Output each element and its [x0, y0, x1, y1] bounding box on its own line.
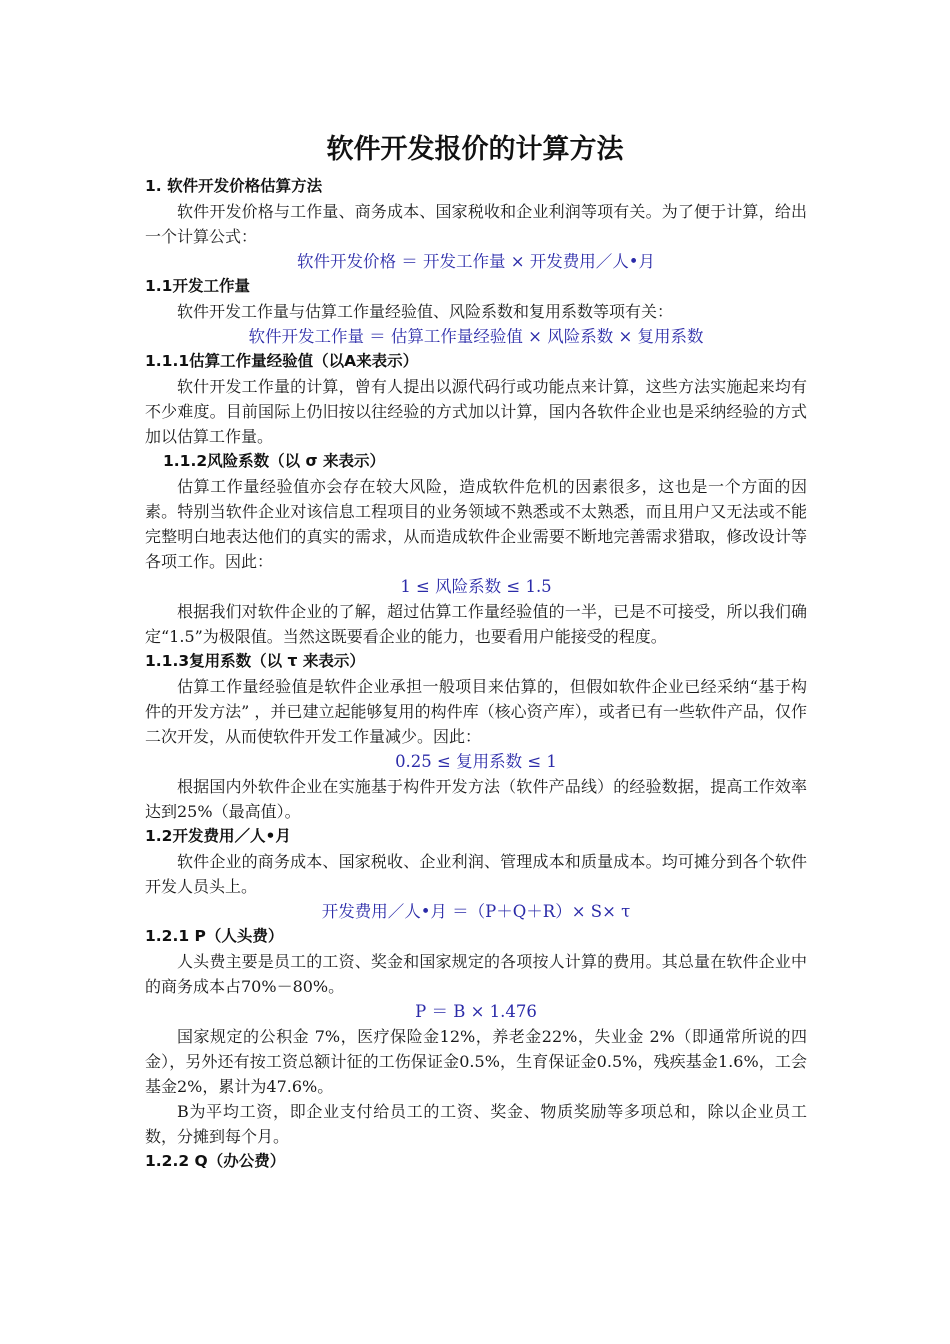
section-heading-1-1-2: 1.1.2风险系数（以 σ 来表示）	[163, 452, 385, 470]
section-heading-1-2-2: 1.2.2 Q（办公费）	[145, 1152, 286, 1170]
formula-cost: 开发费用／人•月 ＝（P＋Q＋R）× S× τ	[321, 902, 631, 921]
paragraph: 国家规定的公积金 7%，医疗保险金12%，养老金22%，失业金 2%（即通常所说的四金），另外还有按工资总额计征的工伤保证金0.5%，生育保证金0.5%，残疾基金1.6%，工会基金2%，累计为47.6%。	[145, 1027, 807, 1096]
paragraph: 人头费主要是员工的工资、奖金和国家规定的各项按人计算的费用。其总量在软件企业中的商务成本占70%－80%。	[145, 952, 807, 996]
formula-price: 软件开发价格 ＝ 开发工作量 × 开发费用／人•月	[296, 252, 656, 271]
paragraph: 估算工作量经验值是软件企业承担一般项目来估算的，但假如软件企业已经采纳“基于构件的开发方法” ，并已建立起能够复用的构件库（核心资产库），或者已有一些软件产品，仅作二次开发，从而使软件开发工作量减少。因此：	[145, 677, 807, 746]
section-heading-1-1-3: 1.1.3复用系数（以 τ 来表示）	[145, 652, 365, 670]
paragraph: 估算工作量经验值亦会存在较大风险，造成软件危机的因素很多，这也是一个方面的因素。特别当软件企业对该信息工程项目的业务领域不熟悉或不太熟悉，而且用户又无法或不能完整明白地表达他们的真实的需求，从而造成软件企业需要不断地完善需求猎取，修改设计等各项工作。因此：	[145, 477, 807, 571]
formula-p: P ＝ B × 1.476	[415, 1002, 537, 1021]
section-heading-1-1: 1.1开发工作量	[145, 277, 250, 295]
page-title: 软件开发报价的计算方法	[326, 134, 624, 165]
section-heading-1-1-1: 1.1.1估算工作量经验值（以A来表示）	[145, 352, 419, 370]
paragraph: 根据我们对软件企业的了解，超过估算工作量经验值的一半，已是不可接受，所以我们确定“1.5”为极限值。当然这既要看企业的能力，也要看用户能接受的程度。	[145, 602, 807, 646]
section-heading-1-2: 1.2开发费用／人•月	[145, 827, 291, 845]
paragraph: 根据国内外软件企业在实施基于构件开发方法（软件产品线）的经验数据，提高工作效率达到25%（最高值）。	[145, 777, 807, 821]
section-heading-1: 1. 软件开发价格估算方法	[145, 177, 323, 195]
formula-workload: 软件开发工作量 ＝ 估算工作量经验值 × 风险系数 × 复用系数	[248, 327, 704, 346]
formula-reuse: 0.25 ≤ 复用系数 ≤ 1	[395, 752, 557, 771]
paragraph: 软件企业的商务成本、国家税收、企业利润、管理成本和质量成本。均可摊分到各个软件开发人员头上。	[145, 852, 807, 896]
paragraph: 软什开发工作量的计算，曾有人提出以源代码行或功能点来计算，这些方法实施起来均有不少难度。目前国际上仍旧按以往经验的方式加以计算，国内各软件企业也是采纳经验的方式加以估算工作量。	[145, 377, 807, 446]
section-heading-1-2-1: 1.2.1 P（人头费）	[145, 927, 284, 945]
formula-risk: 1 ≤ 风险系数 ≤ 1.5	[400, 577, 552, 596]
paragraph: 软件开发价格与工作量、商务成本、国家税收和企业利润等项有关。为了便于计算，给出一个计算公式：	[145, 202, 807, 246]
paragraph: 软件开发工作量与估算工作量经验值、风险系数和复用系数等项有关：	[177, 302, 674, 321]
paragraph: B为平均工资，即企业支付给员工的工资、奖金、物质奖励等多项总和，除以企业员工数，分摊到每个月。	[145, 1102, 807, 1146]
document-body	[145, 174, 807, 1174]
